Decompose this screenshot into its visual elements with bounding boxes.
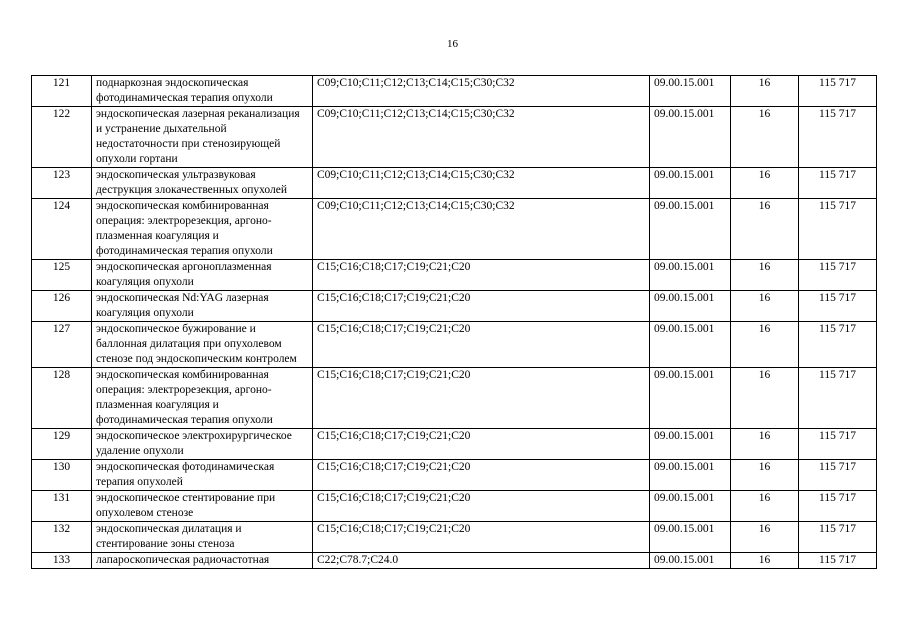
diagnosis-codes: C15;C16;C18;C17;C19;C21;C20	[313, 322, 650, 368]
group-code: 09.00.15.001	[650, 368, 731, 429]
group-number: 16	[731, 553, 799, 569]
procedure-name: лапароскопическая радиочастотная	[92, 553, 313, 569]
price: 115 717	[799, 107, 877, 168]
diagnosis-codes: C15;C16;C18;C17;C19;C21;C20	[313, 429, 650, 460]
group-number: 16	[731, 491, 799, 522]
row-number: 125	[32, 260, 92, 291]
price: 115 717	[799, 429, 877, 460]
procedure-name: эндоскопическая Nd:YAG лазерная коагуляция опухоли	[92, 291, 313, 322]
table-row	[32, 168, 877, 199]
price: 115 717	[799, 76, 877, 107]
price: 115 717	[799, 199, 877, 260]
group-code: 09.00.15.001	[650, 291, 731, 322]
price: 115 717	[799, 553, 877, 569]
price: 115 717	[799, 522, 877, 553]
row-number: 126	[32, 291, 92, 322]
diagnosis-codes: C09;C10;C11;C12;C13;C14;C15;C30;C32	[313, 107, 650, 168]
diagnosis-codes: C15;C16;C18;C17;C19;C21;C20	[313, 460, 650, 491]
table-row	[32, 76, 877, 107]
group-number: 16	[731, 260, 799, 291]
table-row	[32, 260, 877, 291]
diagnosis-codes: C15;C16;C18;C17;C19;C21;C20	[313, 522, 650, 553]
procedure-name: поднаркозная эндоскопическая фотодинамическая терапия опухоли	[92, 76, 313, 107]
row-number: 131	[32, 491, 92, 522]
procedure-name: эндоскопическая дилатация и стентирование зоны стеноза	[92, 522, 313, 553]
group-number: 16	[731, 368, 799, 429]
procedure-name: эндоскопическая комбинированная операция: электрорезекция, аргоно-плазменная коагуляция и фотодинамическая терапия опухоли	[92, 368, 313, 429]
table-row	[32, 322, 877, 368]
procedure-name: эндоскопическое стентирование при опухолевом стенозе	[92, 491, 313, 522]
procedure-name: эндоскопическая комбинированная операция: электрорезекция, аргоно-плазменная коагуляция и фотодинамическая терапия опухоли	[92, 199, 313, 260]
group-number: 16	[731, 76, 799, 107]
table-row	[32, 429, 877, 460]
group-number: 16	[731, 291, 799, 322]
price: 115 717	[799, 460, 877, 491]
group-number: 16	[731, 322, 799, 368]
diagnosis-codes: C09;C10;C11;C12;C13;C14;C15;C30;C32	[313, 168, 650, 199]
price: 115 717	[799, 260, 877, 291]
diagnosis-codes: C15;C16;C18;C17;C19;C21;C20	[313, 260, 650, 291]
group-code: 09.00.15.001	[650, 199, 731, 260]
row-number: 132	[32, 522, 92, 553]
row-number: 133	[32, 553, 92, 569]
group-number: 16	[731, 107, 799, 168]
group-code: 09.00.15.001	[650, 491, 731, 522]
table-body	[32, 76, 877, 569]
price: 115 717	[799, 291, 877, 322]
table-row	[32, 460, 877, 491]
diagnosis-codes: C15;C16;C18;C17;C19;C21;C20	[313, 368, 650, 429]
table-row	[32, 291, 877, 322]
table-row	[32, 491, 877, 522]
group-number: 16	[731, 168, 799, 199]
page-number: 16	[447, 38, 458, 50]
group-code: 09.00.15.001	[650, 107, 731, 168]
group-code: 09.00.15.001	[650, 460, 731, 491]
procedure-name: эндоскопическое электрохирургическое удаление опухоли	[92, 429, 313, 460]
diagnosis-codes: C15;C16;C18;C17;C19;C21;C20	[313, 491, 650, 522]
diagnosis-codes: C22;C78.7;C24.0	[313, 553, 650, 569]
price: 115 717	[799, 491, 877, 522]
diagnosis-codes: C09;C10;C11;C12;C13;C14;C15;C30;C32	[313, 199, 650, 260]
group-code: 09.00.15.001	[650, 429, 731, 460]
group-number: 16	[731, 429, 799, 460]
group-number: 16	[731, 460, 799, 491]
procedure-name: эндоскопическая фотодинамическая терапия опухолей	[92, 460, 313, 491]
group-code: 09.00.15.001	[650, 76, 731, 107]
procedure-name: эндоскопическая аргоноплазменная коагуляция опухоли	[92, 260, 313, 291]
group-code: 09.00.15.001	[650, 168, 731, 199]
table-row	[32, 522, 877, 553]
diagnosis-codes: C09;C10;C11;C12;C13;C14;C15;C30;C32	[313, 76, 650, 107]
row-number: 122	[32, 107, 92, 168]
group-code: 09.00.15.001	[650, 522, 731, 553]
group-code: 09.00.15.001	[650, 260, 731, 291]
diagnosis-codes: C15;C16;C18;C17;C19;C21;C20	[313, 291, 650, 322]
group-code: 09.00.15.001	[650, 322, 731, 368]
row-number: 123	[32, 168, 92, 199]
group-number: 16	[731, 522, 799, 553]
table-row	[32, 199, 877, 260]
procedure-name: эндоскопическое бужирование и баллонная дилатация при опухолевом стенозе под эндоскопическим контролем	[92, 322, 313, 368]
row-number: 130	[32, 460, 92, 491]
price: 115 717	[799, 368, 877, 429]
row-number: 127	[32, 322, 92, 368]
procedure-name: эндоскопическая ультразвуковая деструкция злокачественных опухолей	[92, 168, 313, 199]
table-row	[32, 107, 877, 168]
row-number: 121	[32, 76, 92, 107]
price: 115 717	[799, 322, 877, 368]
group-code: 09.00.15.001	[650, 553, 731, 569]
price: 115 717	[799, 168, 877, 199]
row-number: 124	[32, 199, 92, 260]
table-row	[32, 368, 877, 429]
row-number: 128	[32, 368, 92, 429]
table-row	[32, 553, 877, 569]
row-number: 129	[32, 429, 92, 460]
group-number: 16	[731, 199, 799, 260]
procedure-name: эндоскопическая лазерная реканализация и устранение дыхательной недостаточности при стенозирующей опухоли гортани	[92, 107, 313, 168]
procedures-table	[31, 75, 877, 569]
